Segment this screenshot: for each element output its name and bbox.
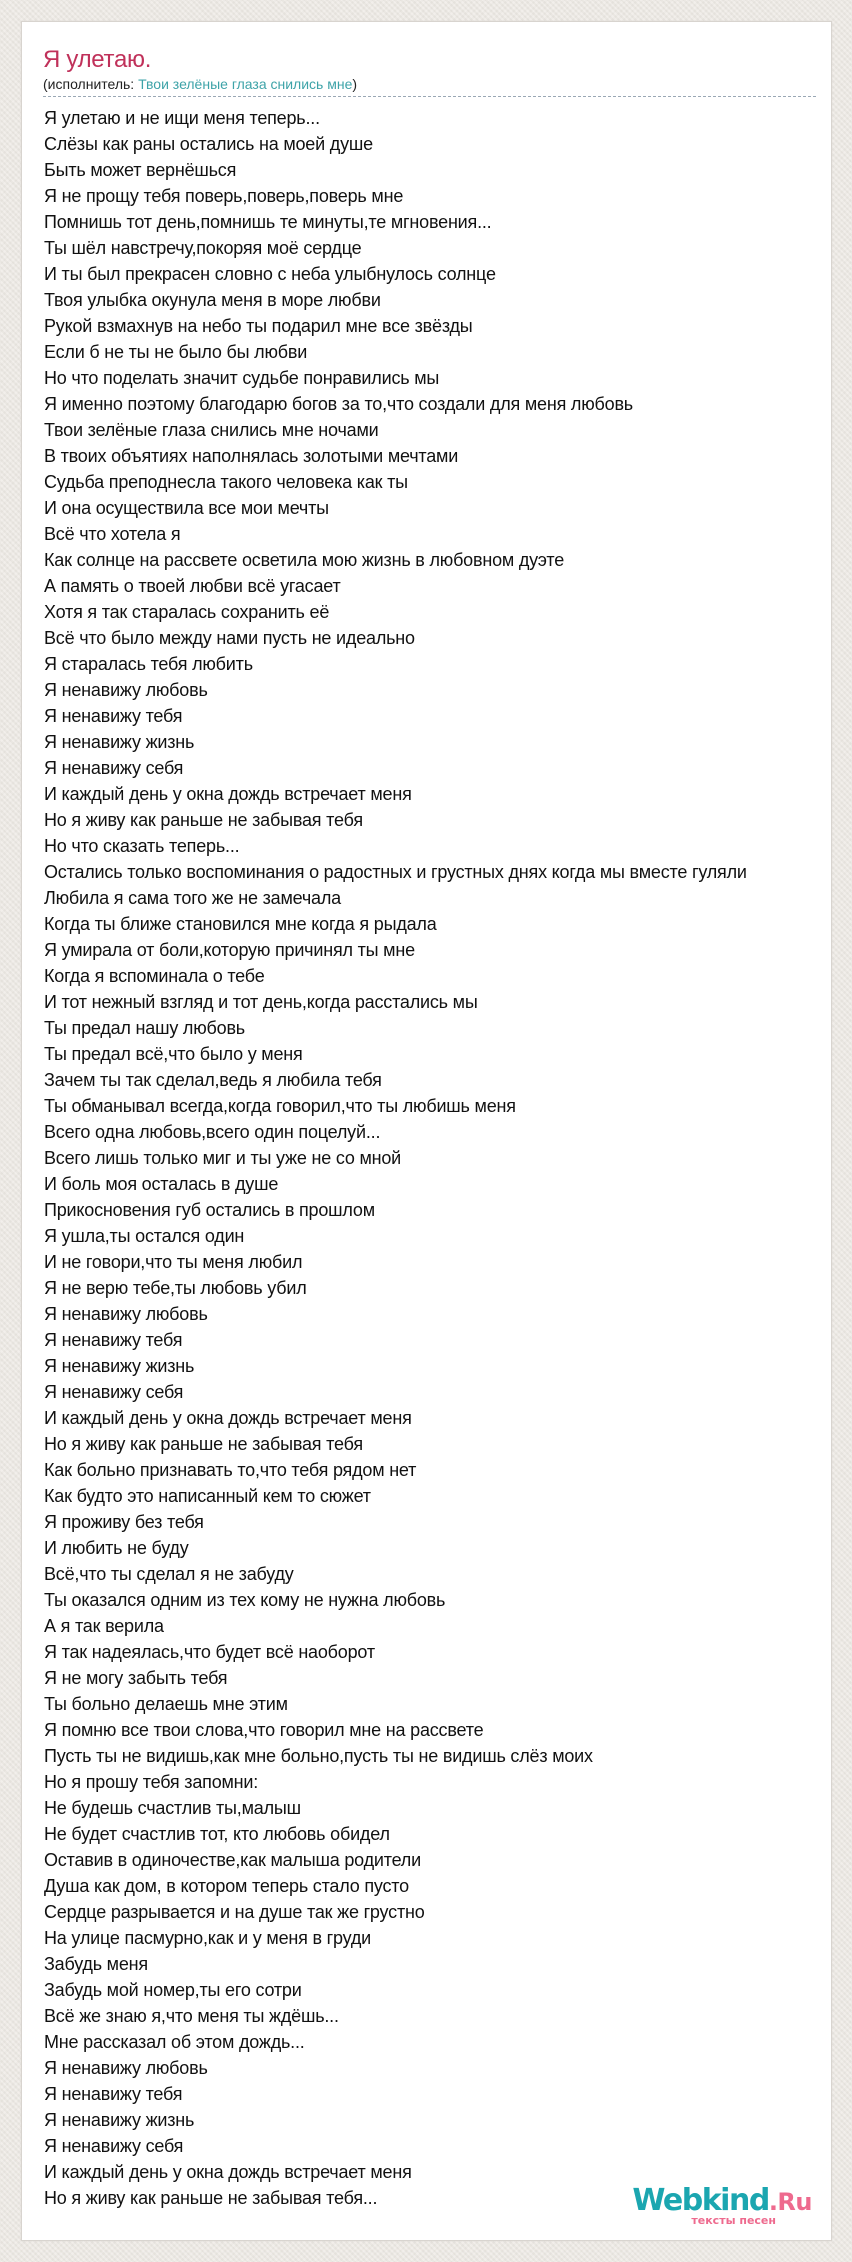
lyric-line: Но что поделать значит судьбе понравились мы <box>44 368 440 388</box>
lyric-line: Я улетаю и не ищи меня теперь... <box>44 108 320 128</box>
lyric-line: Всего лишь только миг и ты уже не со мной <box>44 1148 402 1168</box>
lyric-line: Как больно признавать то,что тебя рядом нет <box>44 1460 417 1480</box>
lyric-line: Я не верю тебе,ты любовь убил <box>44 1278 307 1298</box>
lyric-line: Я не прощу тебя поверь,поверь,поверь мне <box>44 186 404 206</box>
lyric-line: Я не могу забыть тебя <box>44 1668 228 1688</box>
lyric-line: Твоя улыбка окунула меня в море любви <box>44 290 381 310</box>
lyric-line: Я ненавижу себя <box>44 2136 184 2156</box>
artist-suffix: ) <box>352 76 358 92</box>
lyric-line: Судьба преподнесла такого человека как ты <box>44 472 408 492</box>
lyric-line: Хотя я так старалась сохранить её <box>44 602 330 622</box>
lyric-line: Я ненавижу жизнь <box>44 1356 195 1376</box>
lyric-line: Как солнце на рассвете осветила мою жизнь в любовном дуэте <box>44 550 565 570</box>
lyric-line: И тот нежный взгляд и тот день,когда расстались мы <box>44 992 478 1012</box>
lyric-line: Слёзы как раны остались на моей душе <box>44 134 373 154</box>
lyric-line: В твоих объятиях наполнялась золотыми мечтами <box>44 446 459 466</box>
lyric-line: Я старалась тебя любить <box>44 654 253 674</box>
lyric-line: Но я живу как раньше не забывая тебя <box>44 1434 363 1454</box>
lyric-line: Я ненавижу жизнь <box>44 732 195 752</box>
lyric-line: Твои зелёные глаза снились мне ночами <box>44 420 379 440</box>
lyric-line: Рукой взмахнув на небо ты подарил мне все звёзды <box>44 316 473 336</box>
lyric-line: Я ненавижу жизнь <box>44 2110 195 2130</box>
lyric-line: Я умирала от боли,которую причинял ты мне <box>44 940 415 960</box>
logo-tld: .Ru <box>768 2188 812 2216</box>
lyric-line: Когда ты ближе становился мне когда я рыдала <box>44 914 437 934</box>
artist-prefix: (исполнитель: <box>43 76 139 92</box>
lyric-line: Быть может вернёшься <box>44 160 237 180</box>
lyric-line: Как будто это написанный кем то сюжет <box>44 1486 371 1506</box>
song-title: Я улетаю. <box>43 46 152 73</box>
lyric-line: Всё,что ты сделал я не забуду <box>44 1564 294 1584</box>
webkind-logo[interactable] <box>612 2185 812 2233</box>
lyric-line: И не говори,что ты меня любил <box>44 1252 303 1272</box>
lyric-line: Оставив в одиночестве,как малыша родители <box>44 1850 421 1870</box>
lyric-line: Зачем ты так сделал,ведь я любила тебя <box>44 1070 382 1090</box>
lyric-line: Всё что было между нами пусть не идеально <box>44 628 415 648</box>
lyric-line: Ты предал нашу любовь <box>44 1018 245 1038</box>
lyric-line: Но я живу как раньше не забывая тебя <box>44 810 363 830</box>
lyric-line: Я ушла,ты остался один <box>44 1226 245 1246</box>
lyric-line: Но что сказать теперь... <box>44 836 240 856</box>
lyric-line: Я именно поэтому благодарю богов за то,что создали для меня любовь <box>44 394 633 414</box>
lyric-line: Я ненавижу любовь <box>44 1304 208 1324</box>
lyric-line: Когда я вспоминала о тебе <box>44 966 265 986</box>
logo-tagline: тексты песен <box>691 2214 776 2227</box>
lyric-line: А я так верила <box>44 1616 164 1636</box>
lyric-line: И каждый день у окна дождь встречает меня <box>44 1408 412 1428</box>
lyric-line: Я ненавижу тебя <box>44 706 183 726</box>
lyric-line: На улице пасмурно,как и у меня в груди <box>44 1928 371 1948</box>
lyric-line: Ты предал всё,что было у меня <box>44 1044 303 1064</box>
logo-brand: Webkind <box>632 2183 769 2218</box>
lyric-line: Всё что хотела я <box>44 524 181 544</box>
lyric-line: Не будешь счастлив ты,малыш <box>44 1798 301 1818</box>
lyric-line: Не будет счастлив тот, кто любовь обидел <box>44 1824 390 1844</box>
lyric-line: Я помню все твои слова,что говорил мне на рассвете <box>44 1720 484 1740</box>
lyric-line: Всё же знаю я,что меня ты ждёшь... <box>44 2006 339 2026</box>
lyric-line: Я ненавижу себя <box>44 1382 184 1402</box>
lyric-line: Я ненавижу любовь <box>44 680 208 700</box>
lyrics-card <box>21 21 832 2241</box>
lyric-line: Я ненавижу любовь <box>44 2058 208 2078</box>
lyric-line: Но я живу как раньше не забывая тебя... <box>44 2188 378 2208</box>
lyric-line: И боль моя осталась в душе <box>44 1174 279 1194</box>
lyric-line: Ты больно делаешь мне этим <box>44 1694 288 1714</box>
lyric-line: И ты был прекрасен словно с неба улыбнулось солнце <box>44 264 496 284</box>
lyric-line: А память о твоей любви всё угасает <box>44 576 341 596</box>
lyric-line: И любить не буду <box>44 1538 189 1558</box>
lyric-line: И каждый день у окна дождь встречает меня <box>44 784 412 804</box>
artist-line <box>43 75 816 97</box>
artist-link[interactable]: Твои зелёные глаза снились мне <box>138 76 353 92</box>
lyric-line: Я ненавижу тебя <box>44 1330 183 1350</box>
lyric-line: Ты обманывал всегда,когда говорил,что ты любишь меня <box>44 1096 516 1116</box>
lyric-line: Ты шёл навстречу,покоряя моё сердце <box>44 238 362 258</box>
lyric-line: Забудь меня <box>44 1954 148 1974</box>
lyrics-text <box>44 105 747 2211</box>
lyric-line: Пусть ты не видишь,как мне больно,пусть ты не видишь слёз моих <box>44 1746 593 1766</box>
lyric-line: И она осуществила все мои мечты <box>44 498 329 518</box>
lyric-line: Прикосновения губ остались в прошлом <box>44 1200 375 1220</box>
lyric-line: Остались только воспоминания о радостных и грустных днях когда мы вместе гуляли <box>44 862 747 882</box>
lyric-line: Мне рассказал об этом дождь... <box>44 2032 305 2052</box>
lyric-line: Если б не ты не было бы любви <box>44 342 308 362</box>
lyric-line: Я проживу без тебя <box>44 1512 204 1532</box>
lyric-line: Сердце разрывается и на душе так же грустно <box>44 1902 425 1922</box>
lyric-line: Душа как дом, в котором теперь стало пусто <box>44 1876 409 1896</box>
lyric-line: Но я прошу тебя запомни: <box>44 1772 259 1792</box>
lyric-line: Ты оказался одним из тех кому не нужна любовь <box>44 1590 446 1610</box>
lyric-line: Всего одна любовь,всего один поцелуй... <box>44 1122 381 1142</box>
lyric-line: Я ненавижу себя <box>44 758 184 778</box>
lyric-line: Я ненавижу тебя <box>44 2084 183 2104</box>
lyric-line: Любила я сама того же не замечала <box>44 888 341 908</box>
lyric-line: Забудь мой номер,ты его сотри <box>44 1980 302 2000</box>
lyric-line: И каждый день у окна дождь встречает меня <box>44 2162 412 2182</box>
lyric-line: Я так надеялась,что будет всё наоборот <box>44 1642 375 1662</box>
lyric-line: Помнишь тот день,помнишь те минуты,те мгновения... <box>44 212 492 232</box>
